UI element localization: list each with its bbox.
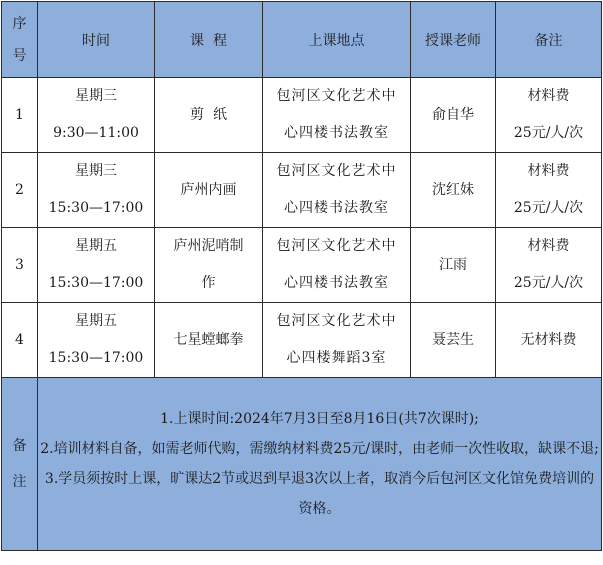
header-time: 时间 — [38, 2, 155, 78]
row-seq: 4 — [2, 303, 38, 378]
row-seq: 1 — [2, 78, 38, 153]
row-teacher: 聂芸生 — [411, 303, 496, 378]
row-remark: 无材料费 — [496, 303, 602, 378]
row-time — [38, 228, 155, 303]
row-location: 包河区文化艺术中 心四楼书法教室 — [263, 228, 411, 303]
note-item: 1.上课时间:2024年7月3日至8月16日(共7次课时); — [160, 411, 479, 427]
notes-label: 备 注 — [2, 378, 38, 551]
table-row — [2, 153, 602, 228]
row-remark: 材料费 25元/人/次 — [496, 228, 602, 303]
row-time — [38, 78, 155, 153]
row-time-range: 15:30—17:00 — [48, 200, 144, 216]
row-time-range: 15:30—17:00 — [48, 275, 144, 291]
row-location: 包河区文化艺术中 心四楼书法教室 — [263, 153, 411, 228]
header-course: 课 程 — [155, 2, 263, 78]
row-seq: 3 — [2, 228, 38, 303]
row-teacher: 沈红妹 — [411, 153, 496, 228]
row-day: 星期三 — [75, 88, 117, 104]
row-course: 剪 纸 — [155, 78, 263, 153]
row-location: 包河区文化艺术中 心四楼舞蹈3室 — [263, 303, 411, 378]
row-remark: 材料费 25元/人/次 — [496, 78, 602, 153]
row-course: 七星螳螂拳 — [155, 303, 263, 378]
note-item: 2.培训材料自备，如需老师代购，需缴纳材料费25元/课时，由老师一次性收取，缺课不退; — [40, 441, 599, 457]
row-teacher: 江雨 — [411, 228, 496, 303]
notes-row — [2, 378, 602, 551]
row-day: 星期五 — [75, 238, 117, 254]
header-seq: 序 号 — [2, 2, 38, 78]
row-seq: 2 — [2, 153, 38, 228]
row-location: 包河区文化艺术中 心四楼书法教室 — [263, 78, 411, 153]
notes-body — [38, 378, 602, 551]
row-day: 星期三 — [75, 163, 117, 179]
row-time-range: 9:30—11:00 — [53, 125, 139, 141]
row-course: 庐州泥哨制 作 — [155, 228, 263, 303]
header-teacher: 授课老师 — [411, 2, 496, 78]
header-remark: 备注 — [496, 2, 602, 78]
note-item: 3.学员须按时上课，旷课达2节或迟到早退3次以上者，取消今后包河区文化馆免费培训的资格。 — [44, 471, 595, 517]
row-time — [38, 303, 155, 378]
row-time — [38, 153, 155, 228]
course-schedule-table — [1, 1, 602, 551]
table-row — [2, 78, 602, 153]
header-location: 上课地点 — [263, 2, 411, 78]
row-remark: 材料费 25元/人/次 — [496, 153, 602, 228]
table-row — [2, 228, 602, 303]
row-teacher: 俞自华 — [411, 78, 496, 153]
row-day: 星期五 — [75, 313, 117, 329]
header-row — [2, 2, 602, 78]
row-time-range: 15:30—17:00 — [48, 350, 144, 366]
row-course: 庐州内画 — [155, 153, 263, 228]
table-row — [2, 303, 602, 378]
